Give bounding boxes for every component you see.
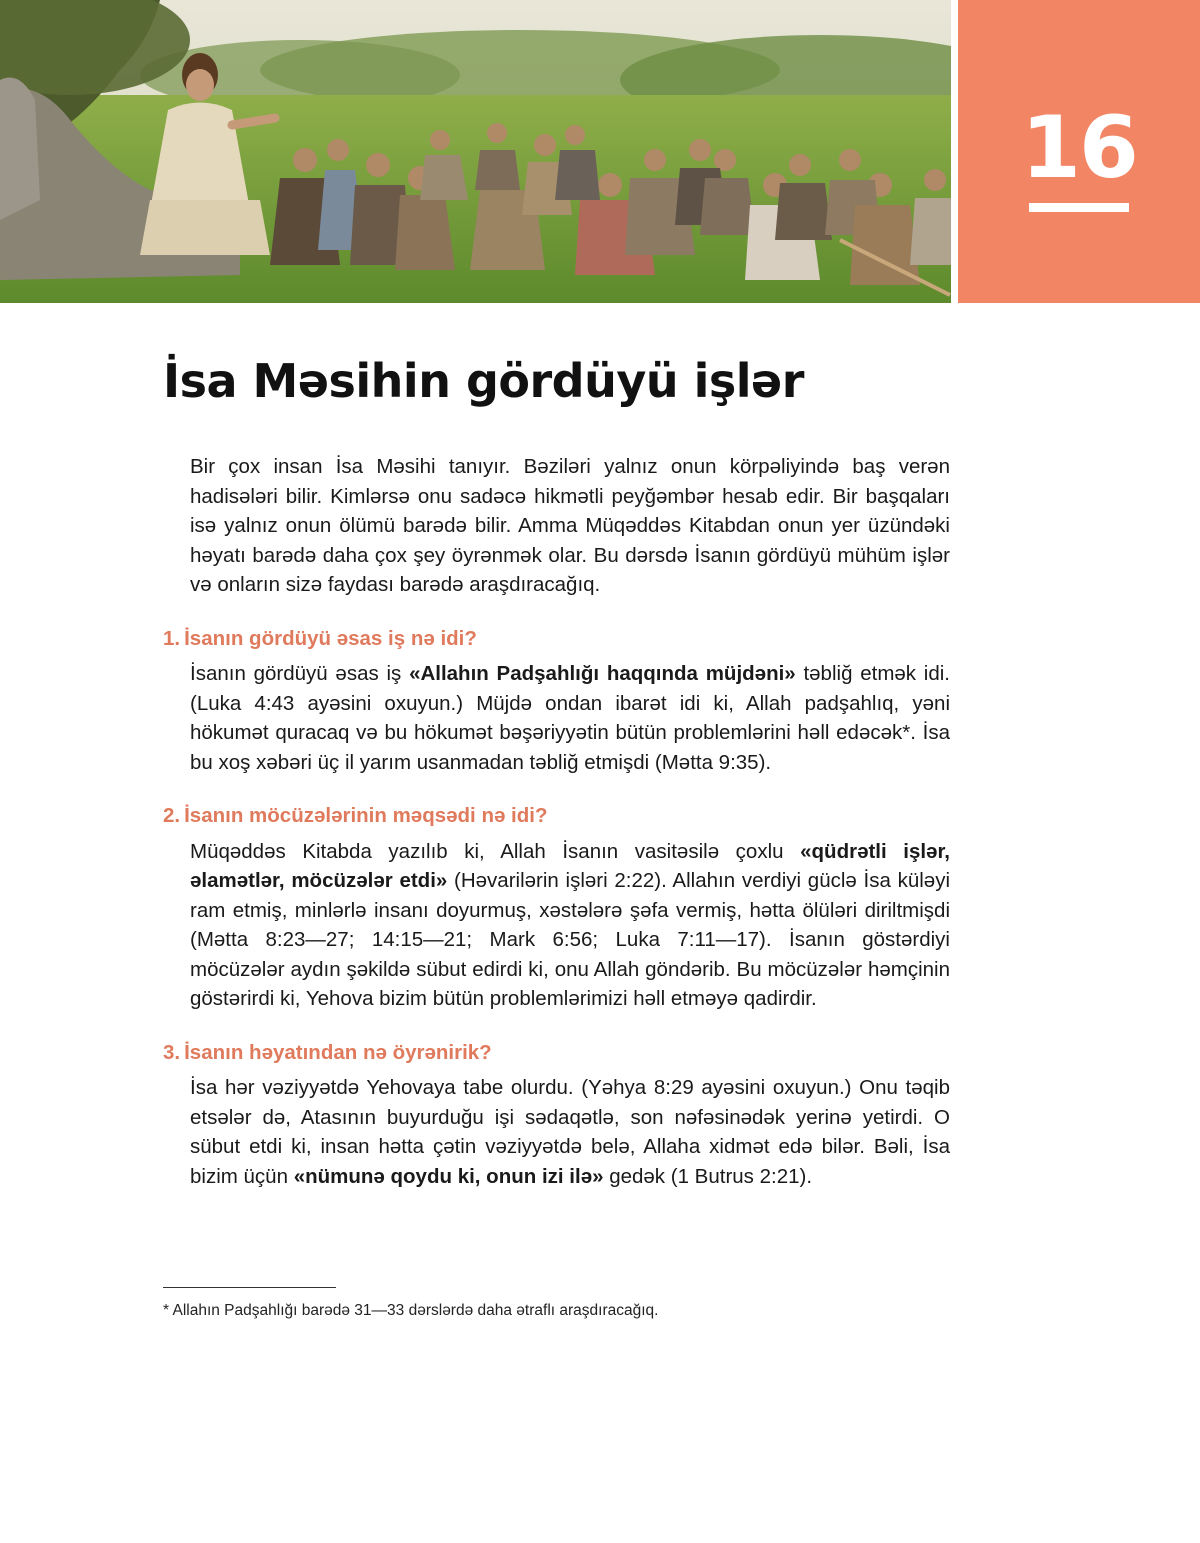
footnote-divider — [163, 1287, 336, 1288]
lesson-number-underline — [1029, 203, 1129, 212]
question-text: İsanın möcüzələrinin məqsədi nə idi? — [184, 804, 548, 827]
section-paragraph — [190, 659, 950, 777]
section-2 — [163, 801, 951, 1014]
section-question — [163, 624, 950, 654]
hero-illustration — [0, 0, 951, 303]
lesson-number: 16 — [1021, 98, 1137, 198]
question-text: İsanın həyatından nə öyrənirik? — [184, 1040, 492, 1064]
section-paragraph — [190, 837, 950, 1014]
question-number: 1. — [163, 626, 181, 650]
question-number: 3. — [163, 1040, 181, 1064]
section-question — [163, 801, 950, 831]
paragraph-text: (Həvarilərin işləri 2:22). Allahın verdiyi güclə İsa küləyi ram etmiş, minlərlə insanı doyurmuş, xəstələrə şəfa vermiş, hətta ölüləri diriltmişdi (Mətta 8:23—27; 14:15—21; Mark 6:56; Luka 7:11—17). İsanın göstərdiyi möcüzələr aydın şəkildə sübut edirdi ki, onu Allah göndərib. Bu möcüzələr həmçinin göstərirdi ki, Yehova bizim bütün problemlərimizi həll etməyə qadirdir. — [190, 869, 951, 1010]
section-question — [163, 1038, 950, 1068]
hero-image — [0, 0, 951, 303]
paragraph-text: İsanın gördüyü əsas iş — [190, 662, 410, 685]
question-text: İsanın gördüyü əsas iş nə idi? — [184, 626, 477, 650]
intro-paragraph: Bir çox insan İsa Məsihi tanıyır. Bəziləri yalnız onun körpəliyində baş verən hadisələri bilir. Kimlərsə onu sadəcə hikmətli peyğəmbər hesab edir. Bir başqaları isə yalnız onun ölümü barədə bilir. Amma Müqəddəs Kitabdan onun yer üzündəki həyatı barədə daha çox şey öyrənmək olar. Bu dərsdə İsanın gördüyü mühüm işlər və onların sizə faydası barədə araşdıracağıq. — [190, 455, 950, 596]
section-1 — [163, 624, 951, 778]
question-number: 2. — [163, 804, 181, 827]
lesson-number-box — [958, 0, 1200, 303]
section-3 — [163, 1038, 950, 1192]
bold-quote: «Allahın Padşahlığı haqqında müjdəni» — [409, 662, 796, 685]
bold-quote: «qüdrətli işlər, əlamətlər, möcüzələr etdi» — [190, 839, 951, 892]
page-title: İsa Məsihin gördüyü işlər — [163, 354, 804, 408]
bold-quote: «nümunə qoydu ki, onun izi ilə» — [293, 1164, 604, 1188]
footnote: * Allahın Padşahlığı barədə 31—33 dərslərdə daha ətraflı araşdıracağıq. — [163, 1302, 659, 1319]
lesson-body — [163, 452, 951, 1191]
section-paragraph — [190, 1073, 950, 1191]
paragraph-text: təbliğ etmək idi. (Luka 4:43 ayəsini oxuyun.) Müjdə ondan ibarət idi ki, Allah padşahlıq, yəni hökumət quracaq və bu hökumət bəşəriyyətin bütün problemlərini həll edəcək*. İsa bu xoş xəbəri üç il yarım usanmadan təbliğ etmişdi (Mətta 9:35). — [190, 662, 951, 774]
paragraph-text: gedək (1 Butrus 2:21). — [603, 1164, 813, 1188]
paragraph-text: Müqəddəs Kitabda yazılıb ki, Allah İsanın vasitəsilə çoxlu — [190, 839, 801, 863]
paragraph-text: İsa hər vəziyyətdə Yehovaya tabe olurdu. (Yəhya 8:29 ayəsini oxuyun.) Onu təqib etsələr də, Atasının buyurduğu işi sədaqətlə, son nəfəsinədək yerinə yetirdi. O sübut etdi ki, insan hətta çətin vəziyyətdə belə, Allaha xidmət edə bilər. Bəli, İsa bizim üçün — [190, 1076, 950, 1188]
